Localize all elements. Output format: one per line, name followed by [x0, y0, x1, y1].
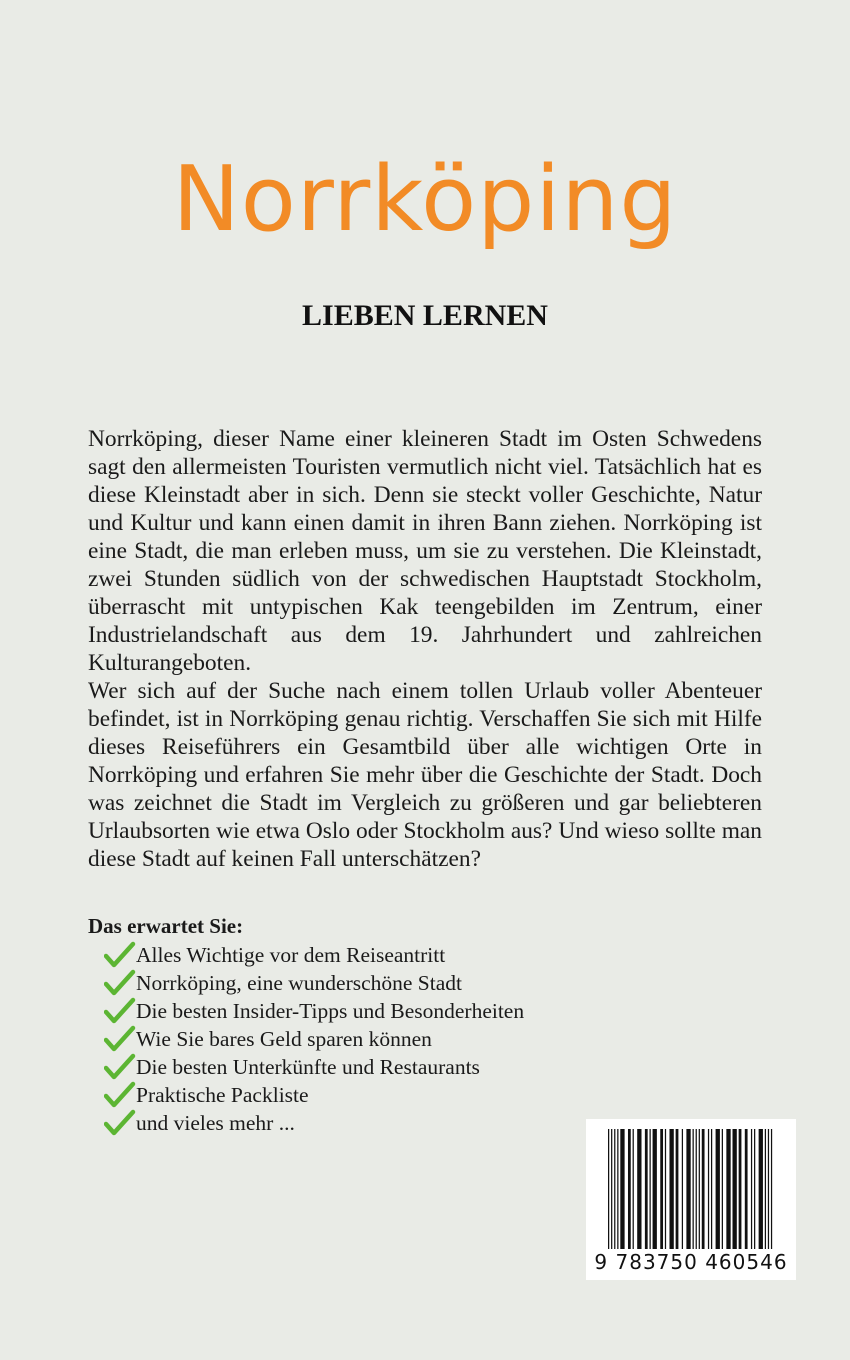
- barcode-bar: [722, 1129, 723, 1249]
- book-subtitle: LIEBEN LERNEN: [302, 299, 548, 332]
- barcode-bar: [608, 1129, 609, 1249]
- barcode-bar: [765, 1129, 766, 1249]
- barcode-bar: [676, 1129, 679, 1249]
- barcode-bar: [739, 1129, 742, 1249]
- barcode-bar: [693, 1129, 694, 1249]
- feature-label: Wie Sie bares Geld sparen können: [136, 1026, 432, 1051]
- barcode-bar: [686, 1129, 690, 1249]
- feature-label: Norrköping, eine wunderschöne Stadt: [136, 970, 463, 995]
- feature-label: und vieles mehr ...: [136, 1110, 295, 1135]
- barcode-bar: [650, 1129, 651, 1249]
- green-checkmark-icon: [104, 997, 136, 1025]
- barcode-bar: [660, 1129, 663, 1249]
- feature-list-item: [104, 1081, 524, 1109]
- feature-label: Die besten Insider-Tipps und Besonderheiten: [136, 998, 525, 1023]
- isbn-barcode: [586, 1119, 796, 1280]
- barcode-bar: [614, 1129, 615, 1249]
- barcode-bar: [669, 1129, 673, 1249]
- green-checkmark-icon: [104, 969, 136, 997]
- description-text: [88, 425, 762, 873]
- green-checkmark-icon: [104, 1025, 136, 1053]
- green-checkmark-icon: [104, 1053, 136, 1081]
- feature-list-item: [104, 1025, 524, 1053]
- green-checkmark-icon: [104, 1109, 136, 1137]
- barcode-bar: [771, 1129, 772, 1249]
- feature-list-item: [104, 969, 524, 997]
- feature-list-item: [104, 1053, 524, 1081]
- barcode-bar: [745, 1129, 748, 1249]
- barcode-bar: [617, 1129, 618, 1249]
- isbn-digits: 9 783750 460546: [594, 1250, 788, 1274]
- green-checkmark-icon: [104, 941, 136, 969]
- feature-label: Alles Wichtige vor dem Reiseantritt: [136, 942, 446, 967]
- barcode-bar: [620, 1129, 624, 1249]
- feature-list-item: [104, 997, 524, 1025]
- barcode-bar: [759, 1129, 763, 1249]
- barcode-bar: [716, 1129, 720, 1249]
- barcode-bar: [665, 1129, 666, 1249]
- barcode-bar: [653, 1129, 657, 1249]
- description-paragraph: Wer sich auf der Suche nach einem tollen Urlaub voller Abenteuer befindet, ist in Norrköping genau richtig. Verschaffen Sie sich mit Hilfe dieses Reiseführers ein Gesamtbild über alle wichtigen Orte in Norrköping und erfahren Sie mehr über die Geschichte der Stadt. Doch was zeichnet die Stadt im Vergleich zu größeren und gar beliebteren Urlaubsorten wie etwa Oslo oder Stockholm aus? Und wieso sollte man diese Stadt auf keinen Fall unterschätzen?: [88, 678, 762, 872]
- barcode-bar: [611, 1129, 612, 1249]
- feature-list-item: [104, 1109, 524, 1137]
- barcode-bar: [633, 1129, 634, 1249]
- barcode-bar: [708, 1129, 709, 1249]
- barcode-bar: [628, 1129, 631, 1249]
- barcode-bar: [754, 1129, 755, 1249]
- barcode-bar: [733, 1129, 737, 1249]
- barcode-bar: [711, 1129, 712, 1249]
- barcode-bar: [645, 1129, 648, 1249]
- barcode-bar: [696, 1129, 697, 1249]
- feature-label: Praktische Packliste: [136, 1082, 309, 1107]
- barcode-bar: [637, 1129, 641, 1249]
- barcode-bar: [699, 1129, 700, 1249]
- feature-list-item: [104, 941, 524, 969]
- feature-label: Die besten Unterkünfte und Restaurants: [136, 1054, 480, 1079]
- barcode-bar: [751, 1129, 752, 1249]
- barcode-bar: [726, 1129, 730, 1249]
- description-paragraph: Norrköping, dieser Name einer kleineren Stadt im Osten Schwedens sagt den allermeisten Touristen vermutlich nicht viel. Tatsächlich hat es diese Kleinstadt aber in sich. Denn sie steckt voller Geschichte, Natur und Kultur und kann einen damit in ihren Bann ziehen. Norrköping ist eine Stadt, die man erleben muss, um sie zu verstehen. Die Kleinstadt, zwei Stunden südlich von der schwedischen Hauptstadt Stockholm, überrascht mit untypischen Kak teengebilden im Zentrum, einer Industrielandschaft aus dem 19. Jahrhundert und zahlreichen Kulturangeboten.: [88, 426, 762, 676]
- barcode-bar: [768, 1129, 769, 1249]
- feature-list: [104, 941, 524, 1137]
- barcode-bar: [702, 1129, 705, 1249]
- feature-list-heading: Das erwartet Sie:: [88, 914, 244, 938]
- book-title: Norrköping: [172, 147, 678, 252]
- green-checkmark-icon: [104, 1081, 136, 1109]
- barcode-bar: [682, 1129, 683, 1249]
